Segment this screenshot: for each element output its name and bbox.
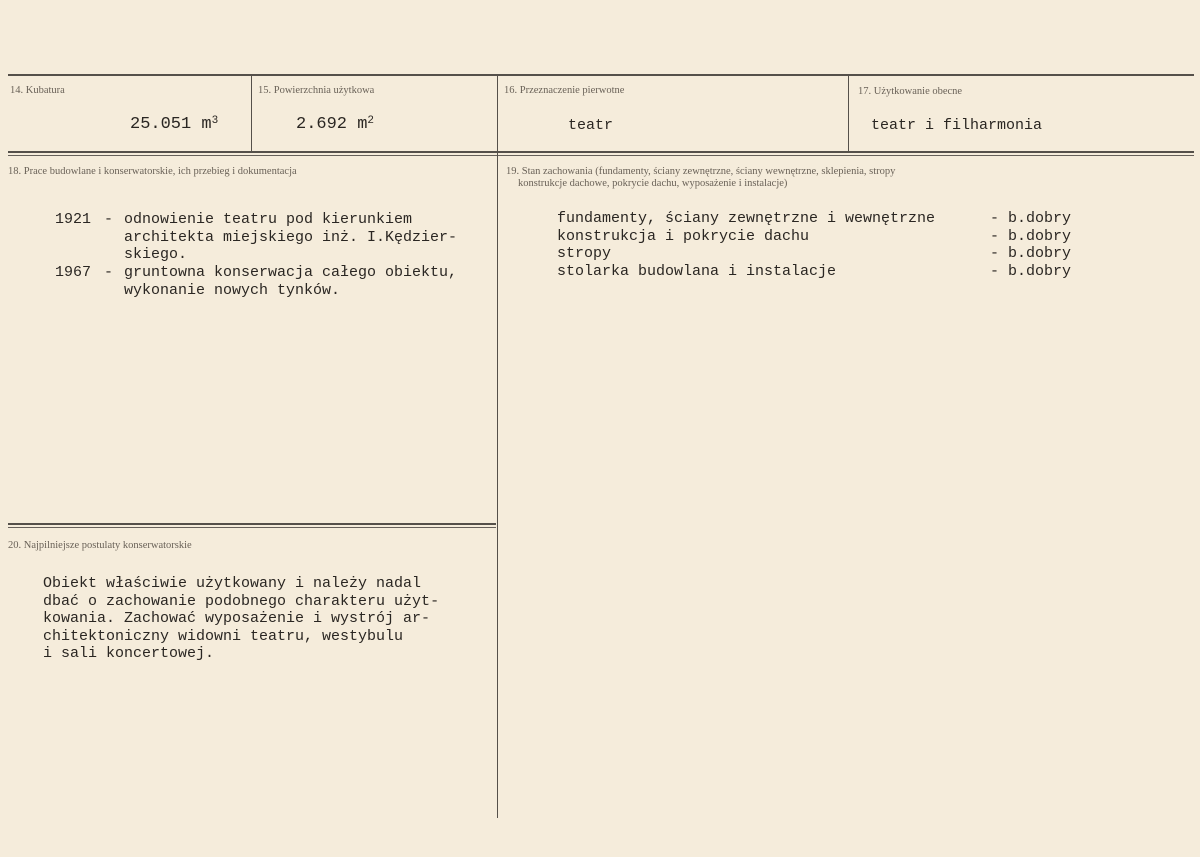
divider-main bbox=[497, 76, 498, 818]
postulaty-line: kowania. Zachować wyposażenie i wystrój ar- bbox=[43, 610, 431, 627]
prace-line: wykonanie nowych tynków. bbox=[124, 281, 341, 299]
postulaty-line: chitektoniczny widowni teatru, westybulu bbox=[43, 627, 404, 645]
stan-item: stropy bbox=[557, 245, 612, 262]
prace-line: odnowienie teatru pod kierunkiem bbox=[124, 211, 413, 228]
stan-rating: - b.dobry bbox=[990, 227, 1072, 245]
przeznaczenie-value: teatr bbox=[568, 117, 614, 134]
postulaty-line: dbać o zachowanie podobnego charakteru użyt- bbox=[43, 592, 440, 610]
powierzchnia-value: 2.692 $m^2$ bbox=[296, 115, 375, 134]
prace-year: 1967 bbox=[55, 264, 92, 281]
prace-label: 18. Prace budowlane i konserwatorskie, ich przebieg i dokumentacja bbox=[8, 166, 297, 177]
stan-label-line1: 19. Stan zachowania (fundamenty, ściany zewnętrzne, ściany wewnętrzne, sklepienia, stropy bbox=[506, 166, 896, 177]
prace-dash: - bbox=[104, 264, 114, 281]
stan-rating: - b.dobry bbox=[990, 210, 1072, 227]
kubatura-label: 14. Kubatura bbox=[10, 85, 65, 96]
postulaty-label: 20. Najpilniejsze postulaty konserwatorskie bbox=[8, 540, 192, 551]
uzytkowanie-value: teatr i filharmonia bbox=[871, 117, 1043, 134]
powierzchnia-label: 15. Powierzchnia użytkowa bbox=[258, 85, 375, 96]
przeznaczenie-label: 16. Przeznaczenie pierwotne bbox=[504, 85, 625, 96]
stan-rating: - b.dobry bbox=[990, 262, 1072, 280]
top-rule bbox=[8, 74, 1194, 76]
row1-bottom-rule bbox=[8, 151, 1194, 153]
row2-top-rule bbox=[8, 155, 1194, 156]
divider-14-15 bbox=[251, 76, 252, 152]
stan-item: konstrukcja i pokrycie dachu bbox=[557, 227, 810, 245]
prace-dash: - bbox=[104, 211, 114, 228]
stan-label-line2: konstrukcje dachowe, pokrycie dachu, wyposażenie i instalacje) bbox=[518, 178, 788, 189]
postulaty-line: Obiekt właściwie użytkowany i należy nadal bbox=[43, 575, 422, 592]
section18-bottom-rule bbox=[8, 523, 496, 525]
stan-rating: - b.dobry bbox=[990, 245, 1072, 262]
prace-line: architekta miejskiego inż. I.Kędzier- bbox=[124, 228, 458, 246]
postulaty-line: i sali koncertowej. bbox=[43, 645, 215, 662]
section20-top-rule bbox=[8, 527, 496, 528]
kubatura-value: 25.051 $m^3$ bbox=[130, 115, 219, 134]
divider-16-17 bbox=[848, 76, 849, 152]
stan-item: stolarka budowlana i instalacje bbox=[557, 262, 837, 280]
prace-line: skiego. bbox=[124, 246, 188, 263]
uzytkowanie-label: 17. Użytkowanie obecne bbox=[858, 86, 963, 97]
prace-year: 1921 bbox=[55, 211, 92, 228]
stan-item: fundamenty, ściany zewnętrzne i wewnętrzne bbox=[557, 210, 936, 227]
prace-line: gruntowna konserwacja całego obiektu, bbox=[124, 264, 458, 281]
